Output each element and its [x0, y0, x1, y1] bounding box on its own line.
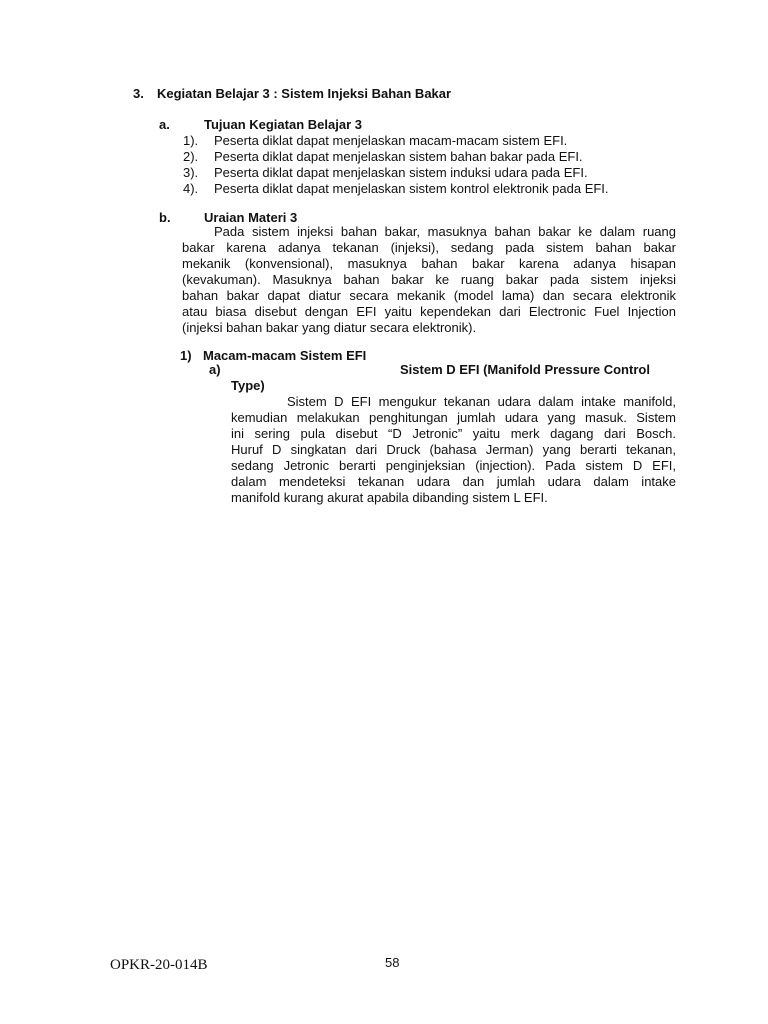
list-item-2: [183, 149, 583, 165]
paragraph-line: sedang Jetronic berarti penginjeksian (injection). Pada sistem D EFI,: [231, 458, 676, 473]
uraian-title: Uraian Materi 3: [204, 210, 298, 225]
paragraph-line: (injeksi bahan bakar yang diatur secara elektronik).: [182, 320, 477, 335]
paragraph-line: mekanik (konvensional), masuknya bahan bakar karena adanya hisapan: [182, 256, 676, 271]
list-item-text: Peserta diklat dapat menjelaskan sistem induksi udara pada EFI.: [214, 165, 588, 180]
sub-item-title: Sistem D EFI (Manifold Pressure Control: [400, 362, 650, 377]
paragraph-line: bakar karena adanya tekanan (injeksi), sedang pada sistem bahan bakar: [182, 240, 676, 255]
list-item-text: Peserta diklat dapat menjelaskan sistem kontrol elektronik pada EFI.: [214, 181, 609, 196]
list-item-1: [183, 133, 567, 149]
list-item-3: [183, 165, 588, 181]
paragraph-line: (kevakuman). Masuknya bahan bakar ke ruang bakar pada sistem injeksi: [182, 272, 676, 287]
paragraph-line: Pada sistem injeksi bahan bakar, masuknya bahan bakar ke dalam ruang: [214, 224, 676, 239]
section-title: Kegiatan Belajar 3 : Sistem Injeksi Bahan Bakar: [157, 86, 452, 101]
tujuan-letter: a.: [159, 117, 170, 132]
paragraph-line: manifold kurang akurat apabila dibanding sistem L EFI.: [231, 490, 548, 505]
subsection-title: Macam-macam Sistem EFI: [203, 348, 367, 363]
paragraph-line: bahan bakar dapat diatur secara mekanik (model lama) dan secara elektronik: [182, 288, 676, 303]
list-item-4: [183, 181, 609, 197]
paragraph-line: kemudian melakukan penghitungan jumlah udara yang masuk. Sistem: [231, 410, 676, 425]
paragraph-line: Sistem D EFI mengukur tekanan udara dalam intake manifold,: [287, 394, 676, 409]
sub-item-letter: a): [209, 362, 221, 377]
page-number: 58: [385, 955, 400, 970]
sub-item-title-cont: Type): [231, 378, 265, 393]
footer-code: OPKR-20-014B: [110, 957, 208, 973]
subsection-number: 1): [180, 348, 192, 363]
paragraph-line: Huruf D singkatan dari Druck (bahasa Jerman) yang berarti tekanan,: [231, 442, 676, 457]
paragraph-line: ini sering pula disebut “D Jetronic” yaitu merk dagang dari Bosch.: [231, 426, 676, 441]
uraian-letter: b.: [159, 210, 171, 225]
d-efi-paragraph: [231, 394, 676, 506]
paragraph-line: atau biasa disebut dengan EFI yaitu kependekan dari Electronic Fuel Injection: [182, 304, 676, 319]
section-number: 3.: [133, 86, 144, 101]
paragraph-line: dalam mendeteksi tekanan udara dan jumlah udara dalam intake: [231, 474, 676, 489]
list-item-number: 4).: [183, 181, 199, 196]
tujuan-title: Tujuan Kegiatan Belajar 3: [204, 117, 362, 132]
list-item-number: 2).: [183, 149, 199, 164]
list-item-number: 1).: [183, 133, 199, 148]
uraian-paragraph: [182, 224, 676, 336]
list-item-text: Peserta diklat dapat menjelaskan macam-macam sistem EFI.: [214, 133, 568, 148]
list-item-number: 3).: [183, 165, 199, 180]
list-item-text: Peserta diklat dapat menjelaskan sistem bahan bakar pada EFI.: [214, 149, 583, 164]
